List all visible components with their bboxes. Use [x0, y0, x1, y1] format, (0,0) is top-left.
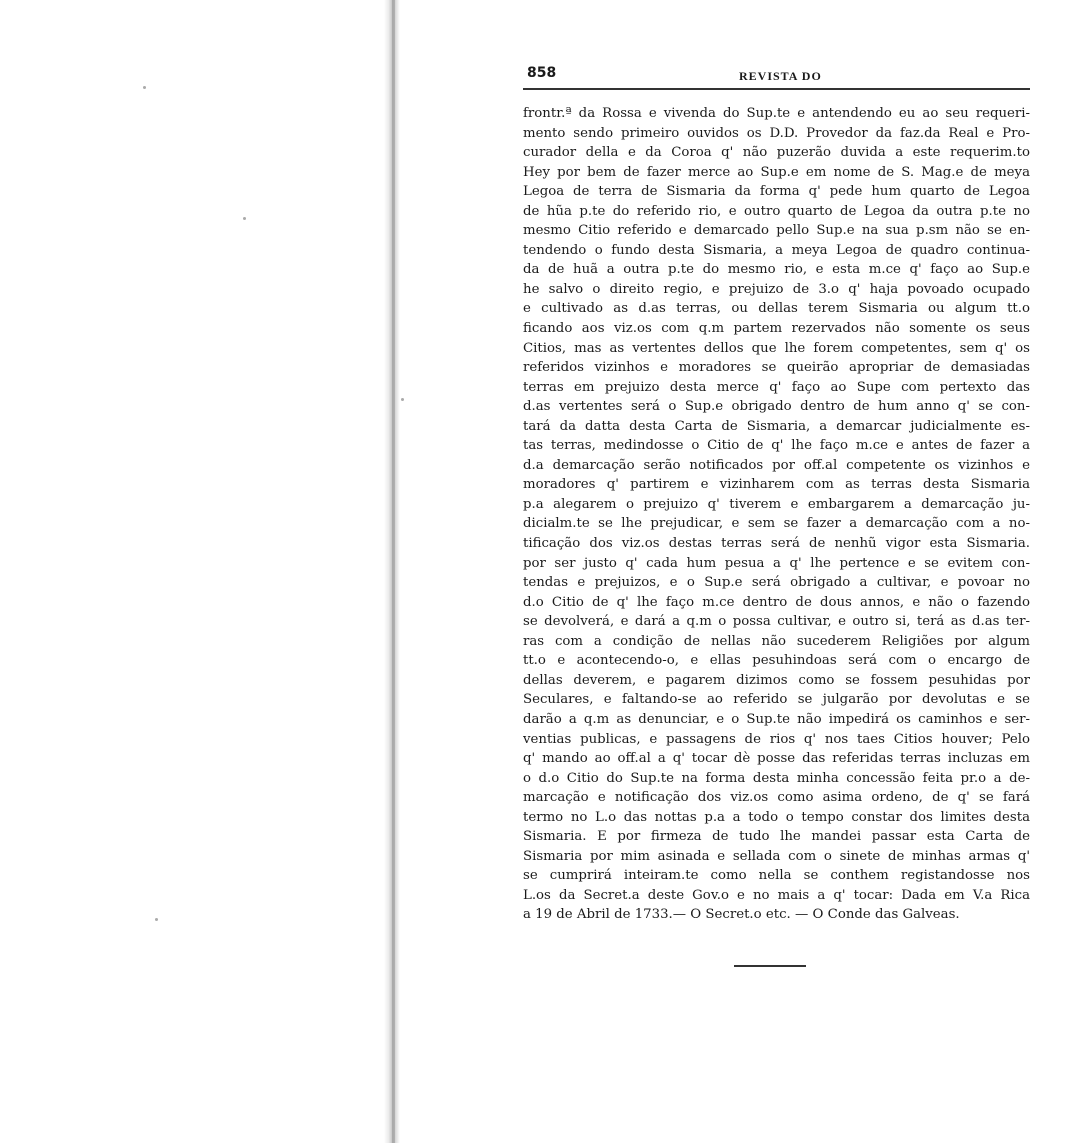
- text-line: Sismaria. E por firmeza de tudo lhe mandei passar esta Carta de: [523, 829, 1030, 845]
- text-line: da de huã a outra p.te do mesmo rio, e esta m.ce q' faço ao Sup.e: [523, 262, 1030, 278]
- text-line: tt.o e acontecendo-o, e ellas pesuhindoas será com o encargo de: [523, 653, 1030, 669]
- document-body: [523, 104, 1030, 925]
- text-line: d.a demarcação serão notificados por off.al competente os vizinhos e: [523, 457, 1030, 473]
- text-line: darão a q.m as denunciar, e o Sup.te não impedirá os caminhos e ser-: [523, 711, 1030, 727]
- text-line: curador della e da Coroa q' não puzerão duvida a este requerim.to: [523, 145, 1030, 161]
- text-line: d.o Citio de q' lhe faço m.ce dentro de dous annos, e não o fazendo: [523, 594, 1030, 610]
- text-line: Hey por bem de fazer merce ao Sup.e em nome de S. Mag.e de meya: [523, 164, 1030, 180]
- text-line: de hũa p.te do referido rio, e outro quarto de Legoa da outra p.te no: [523, 203, 1030, 219]
- text-line: mento sendo primeiro ouvidos os D.D. Provedor da faz.da Real e Pro-: [523, 125, 1030, 141]
- text-line: ras com a condição de nellas não sucederem Religiões por algum: [523, 633, 1030, 649]
- text-line: mesmo Citio referido e demarcado pello Sup.e na sua p.sm não se en-: [523, 223, 1030, 239]
- text-line: Citios, mas as vertentes dellos que lhe forem competentes, sem q' os: [523, 340, 1030, 356]
- text-line: referidos vizinhos e moradores se queirão apropriar de demasiadas: [523, 360, 1030, 376]
- text-line: o d.o Citio do Sup.te na forma desta minha concessão feita pr.o a de-: [523, 770, 1030, 786]
- book-page: [523, 62, 1030, 925]
- text-line: tificação dos viz.os destas terras será de nenhũ vigor esta Sismaria.: [523, 536, 1030, 552]
- text-line: dellas deverem, e pagarem dizimos como se fossem pesuhidas por: [523, 672, 1030, 688]
- text-line: frontr.ª da Rossa e vivenda do Sup.te e antendendo eu ao seu requeri-: [523, 106, 1030, 121]
- text-line: Legoa de terra de Sismaria da forma q' pede hum quarto de Legoa: [523, 184, 1030, 200]
- page-number: 858: [527, 65, 557, 81]
- text-line: a 19 de Abril de 1733.— O Secret.o etc. — O Conde das Galveas.: [523, 907, 960, 923]
- text-line: dicialm.te se lhe prejudicar, e sem se fazer a demarcação com a no-: [523, 516, 1030, 532]
- text-line: ficando aos viz.os com q.m partem rezervados não somente os seus: [523, 321, 1030, 337]
- page-header: [523, 62, 1030, 90]
- running-head: REVISTA DO: [739, 69, 822, 83]
- text-line: marcação e notificação dos viz.os como asima ordeno, de q' se fará: [523, 790, 1030, 806]
- text-line: Seculares, e faltando-se ao referido se julgarão por devolutas e se: [523, 692, 1030, 708]
- text-line: tendendo o fundo desta Sismaria, a meya Legoa de quadro continua-: [523, 242, 1030, 258]
- text-line: se cumprirá inteiram.te como nella se conthem registandosse nos: [523, 868, 1030, 884]
- page-speck: [155, 918, 158, 921]
- text-line: p.a alegarem o prejuizo q' tiverem e embargarem a demarcação ju-: [523, 496, 1030, 512]
- page-speck: [143, 86, 146, 89]
- text-line: terras em prejuizo desta merce q' faço ao Supe com pertexto das: [523, 379, 1030, 395]
- text-line: termo no L.o das nottas p.a a todo o tempo constar dos limites desta: [523, 809, 1030, 825]
- page-speck: [401, 398, 404, 401]
- text-line: se devolverá, e dará a q.m o possa cultivar, e outro si, terá as d.as ter-: [523, 614, 1030, 630]
- text-line: q' mando ao off.al a q' tocar dè posse das referidas terras incluzas em: [523, 751, 1030, 767]
- text-line: ventias publicas, e passagens de rios q' nos taes Citios houver; Pelo: [523, 731, 1030, 747]
- text-line: e cultivado as d.as terras, ou dellas terem Sismaria ou algum tt.o: [523, 301, 1030, 317]
- page-speck: [243, 217, 246, 220]
- text-line: Sismaria por mim asinada e sellada com o sinete de minhas armas q': [523, 848, 1030, 864]
- text-line: tas terras, medindosse o Citio de q' lhe faço m.ce e antes de fazer a: [523, 438, 1030, 454]
- text-line: moradores q' partirem e vizinharem com as terras desta Sismaria: [523, 477, 1030, 493]
- text-line: tará da datta desta Carta de Sismaria, a demarcar judicialmente es-: [523, 418, 1030, 434]
- text-line: he salvo o direito regio, e prejuizo de 3.o q' haja povoado ocupado: [523, 281, 1030, 297]
- text-line: por ser justo q' cada hum pesua a q' lhe pertence e se evitem con-: [523, 555, 1030, 571]
- end-rule: [734, 965, 806, 967]
- text-line: L.os da Secret.a deste Gov.o e no mais a q' tocar: Dada em V.a Rica: [523, 887, 1030, 903]
- text-line: tendas e prejuizos, e o Sup.e será obrigado a cultivar, e povoar no: [523, 575, 1030, 591]
- text-line: d.as vertentes será o Sup.e obrigado dentro de hum anno q' se con-: [523, 399, 1030, 415]
- book-gutter-line: [392, 0, 395, 1143]
